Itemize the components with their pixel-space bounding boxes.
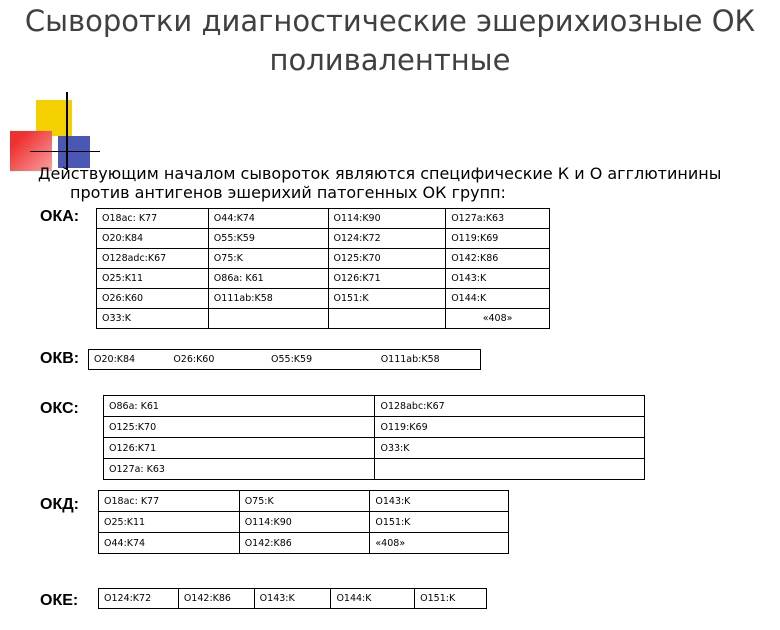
table-cell: O75:K xyxy=(239,491,370,512)
table-cell: O33:K xyxy=(97,309,209,329)
table-okc xyxy=(103,395,645,480)
table-cell: O114:K90 xyxy=(239,512,370,533)
table-cell: O55:K59 xyxy=(266,350,376,370)
table-cell: O142:K86 xyxy=(239,533,370,554)
table-row xyxy=(99,533,509,554)
table-cell: O114:K90 xyxy=(328,209,446,229)
table-cell: O20:K84 xyxy=(89,350,169,370)
table-cell: O86a: K61 xyxy=(208,269,328,289)
table-row xyxy=(97,209,550,229)
group-label-okd: ОКД: xyxy=(40,496,79,513)
table-cell: O33:K xyxy=(375,438,645,459)
table-cell: O124:K72 xyxy=(328,229,446,249)
table-cell: O26:K60 xyxy=(168,350,266,370)
table-row xyxy=(89,350,481,370)
group-label-oke: ОКЕ: xyxy=(40,592,79,609)
group-label-oka: ОКА: xyxy=(40,208,80,225)
table-cell: O126:K71 xyxy=(104,438,375,459)
table-cell: O144:K xyxy=(331,589,415,609)
table-cell: O125:K70 xyxy=(104,417,375,438)
table-cell: O143:K xyxy=(254,589,331,609)
table-cell: O55:K59 xyxy=(208,229,328,249)
decorative-vertical-line xyxy=(66,92,68,170)
subtitle-line-2: против антигенов эшерихий патогенных ОК групп: xyxy=(70,183,506,202)
table-cell: O127a: K63 xyxy=(104,459,375,480)
table-cell: O125:K70 xyxy=(328,249,446,269)
page-title-line-2: поливалентные xyxy=(269,43,511,77)
group-label-okb: ОКВ: xyxy=(40,350,80,367)
table-cell: O44:K74 xyxy=(99,533,240,554)
table-cell: O128abc:K67 xyxy=(375,396,645,417)
table-cell xyxy=(208,309,328,329)
table-row xyxy=(99,512,509,533)
group-label-okc: ОКС: xyxy=(40,400,79,417)
table-cell xyxy=(375,459,645,480)
table-cell: O26:K60 xyxy=(97,289,209,309)
table-oke xyxy=(98,588,487,609)
table-row xyxy=(97,249,550,269)
table-okd xyxy=(98,490,509,554)
table-cell: O18ac: K77 xyxy=(99,491,240,512)
table-cell: O18ac: K77 xyxy=(97,209,209,229)
page-title-line-1: Сыворотки диагностические эшерихиозные ОК xyxy=(24,4,756,38)
table-row xyxy=(104,459,645,480)
table-cell: O151:K xyxy=(370,512,509,533)
table-cell: O86a: K61 xyxy=(104,396,375,417)
table-row xyxy=(97,269,550,289)
table-row xyxy=(99,491,509,512)
table-row xyxy=(104,396,645,417)
table-cell: O151:K xyxy=(415,589,487,609)
table-cell: O111ab:K58 xyxy=(208,289,328,309)
table-cell: O44:K74 xyxy=(208,209,328,229)
table-cell: O25:K11 xyxy=(97,269,209,289)
table-cell: O119:K69 xyxy=(375,417,645,438)
table-cell: O25:K11 xyxy=(99,512,240,533)
table-cell: «408» xyxy=(446,309,550,329)
table-row xyxy=(99,589,487,609)
table-cell: O144:K xyxy=(446,289,550,309)
table-row xyxy=(104,438,645,459)
table-cell: O142:K86 xyxy=(178,589,254,609)
table-cell: O126:K71 xyxy=(328,269,446,289)
table-row xyxy=(97,229,550,249)
table-okb xyxy=(88,349,481,370)
table-cell: O151:K xyxy=(328,289,446,309)
table-cell: «408» xyxy=(370,533,509,554)
table-cell: O20:K84 xyxy=(97,229,209,249)
table-cell: O127a:K63 xyxy=(446,209,550,229)
subtitle-line-1: Действующим началом сывороток являются специфические К и О агглютинины xyxy=(38,164,722,183)
table-cell xyxy=(328,309,446,329)
table-cell: O128adc:K67 xyxy=(97,249,209,269)
table-cell: O142:K86 xyxy=(446,249,550,269)
table-row xyxy=(97,289,550,309)
table-row xyxy=(104,417,645,438)
table-cell: O75:K xyxy=(208,249,328,269)
table-cell: O124:K72 xyxy=(99,589,179,609)
table-cell: O119:K69 xyxy=(446,229,550,249)
table-cell: O111ab:K58 xyxy=(376,350,481,370)
table-oka xyxy=(96,208,550,329)
table-cell: O143:K xyxy=(446,269,550,289)
table-cell: O143:K xyxy=(370,491,509,512)
decorative-horizontal-line xyxy=(30,151,100,152)
table-row xyxy=(97,309,550,329)
